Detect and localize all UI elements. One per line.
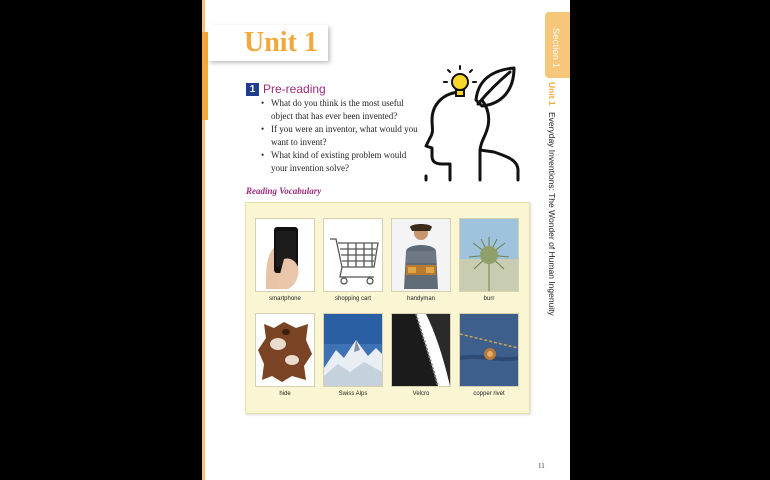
vocab-caption: copper rivet	[473, 391, 505, 397]
velcro-image	[391, 313, 451, 387]
vocab-caption: smartphone	[269, 296, 301, 302]
vocabulary-box	[245, 202, 530, 414]
swiss-alps-image	[323, 313, 383, 387]
pre-reading-questions	[260, 97, 420, 175]
vocab-item-smartphone	[255, 218, 315, 303]
vocab-item-velcro	[391, 313, 451, 398]
handyman-image	[391, 218, 451, 292]
side-unit-title	[547, 82, 557, 316]
question-item: • What kind of existing problem would your invention solve?	[261, 150, 407, 173]
vocab-item-shopping-cart	[323, 218, 383, 303]
question-item: • If you were an inventor, what would you want to invent?	[261, 124, 418, 147]
vocab-item-copper-rivet	[459, 313, 519, 398]
pre-reading-number-badge: 1	[246, 83, 259, 96]
page-number: 11	[538, 462, 545, 470]
vocab-caption: shopping cart	[334, 296, 372, 302]
reading-vocabulary-heading: Reading Vocabulary	[246, 186, 322, 196]
shopping-cart-image	[323, 218, 383, 292]
question-text: If you were an inventor, what would you want to invent?	[271, 124, 418, 147]
vocab-caption: Swiss Alps	[338, 391, 368, 397]
vocab-caption: hide	[279, 391, 291, 397]
unit-title-box	[208, 25, 328, 61]
pre-reading-heading: Pre-reading	[263, 82, 326, 96]
question-text: What do you think is the most useful object that has ever been invented?	[271, 98, 404, 121]
side-unit-title-text: Everyday Inventions: The Wonder of Human Ingenuity	[547, 112, 557, 316]
side-unit-label: Unit 1	[547, 82, 557, 106]
unit-title: Unit 1	[244, 27, 318, 58]
vocab-caption: Velcro	[412, 391, 430, 397]
burr-image	[459, 218, 519, 292]
question-item: • What do you think is the most useful object that has ever been invented?	[261, 98, 404, 121]
textbook-page	[202, 0, 570, 480]
vocab-item-hide	[255, 313, 315, 398]
vocab-item-handyman	[391, 218, 451, 303]
smartphone-image	[255, 218, 315, 292]
vocab-caption: handyman	[406, 296, 436, 302]
head-lightbulb-leaf-icon	[422, 60, 522, 185]
section-tab-label: Section 1	[551, 28, 561, 69]
vocab-item-swiss-alps	[323, 313, 383, 398]
vocab-caption: burr	[483, 296, 495, 302]
hide-image	[255, 313, 315, 387]
copper-rivet-image	[459, 313, 519, 387]
vocab-item-burr	[459, 218, 519, 303]
section-tab	[545, 12, 570, 78]
question-text: What kind of existing problem would your invention solve?	[271, 150, 407, 173]
